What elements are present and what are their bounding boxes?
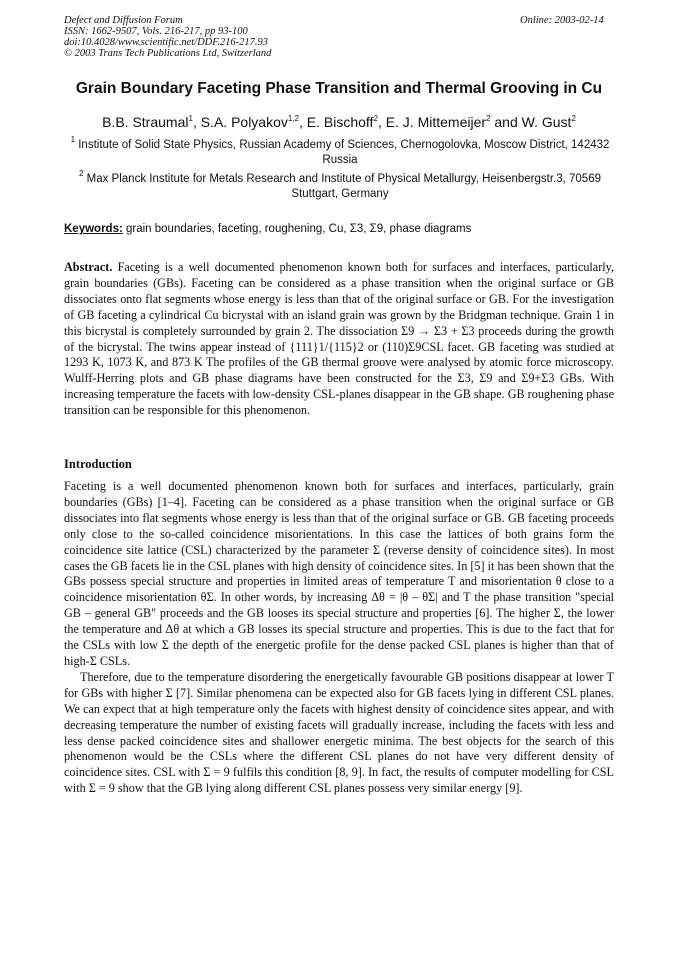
author-name: B.B. Straumal — [102, 114, 189, 130]
abstract-text: Faceting is a well documented phenomenon known both for surfaces and interfaces, particularly, grain boundaries (GBs). Faceting can be considered as a phase transition when the original surface or GB dissociates onto flat segments whose energy is less than that of the original surface or GB. For the investigation of GB faceting a cylindrical Cu bicrystal with an island grain was grown by the Bridgman technique. Grain 1 in this bicrystal is completely surrounded by grain 2. The dissociation Σ9 → Σ3 + Σ3 proceeds during the growth of the bicrystal. The twins appear instead of {111}1/{115}2 or (110)Σ9CSL facet. GB faceting was studied at 1293 K, 1073 K, and 873 K The profiles of the GB thermal groove were analysed by atomic force microscopy. Wulff-Herring plots and GB phase diagrams have been constructed for the Σ3, Σ9 and Σ9+Σ3 GBs. With increasing temperature the facets with low-density CSL-planes disappear in the GB shape. GB roughening phase transition can be responsible for this phenomenon. — [64, 260, 614, 418]
affiliation-mark: 2 — [78, 169, 84, 178]
author-separator: , — [377, 114, 386, 130]
author-separator: and — [490, 114, 522, 130]
author-name: E. J. Mittemeijer — [385, 114, 487, 130]
author-name: S.A. Polyakov — [200, 114, 288, 130]
introduction-body — [64, 479, 614, 797]
journal-header — [64, 15, 271, 59]
journal-name: Defect and Diffusion Forum — [64, 15, 183, 26]
paragraph: Faceting is a well documented phenomenon known both for surfaces and interfaces, particularly, grain boundaries (GBs) [1–4]. Faceting can be considered as a phase transition when the original surface or GB dissociates into flat segments whose energy is less than that of the original surface or GB. GB faceting proceeds only close to the so-called coincidence misorientations. In this case the lattices of both grains form the coincidence site lattice (CSL) characterized by the parameter Σ (reverse density of coincidence sites). In most cases the GB facets lie in the CSL planes with high density of coincidence sites. In [5] it has been shown that the GBs possess special structure and properties in limited areas of temperature T and misorientation θ close to a coincidence misorientation θΣ. In other words, by increasing Δθ = |θ – θΣ| and T the phase transition "special GB – general GB" proceeds and the GB looses its special structure and properties [6]. The higher Σ, the lower the temperature and Δθ at which a GB losses its special structure and properties. This is due to the fact that for the CSLs with low Σ the depth of the energetic profile for the dense packed CSL planes is higher than that of high-Σ CSLs. — [64, 479, 614, 668]
affiliation-2 — [60, 169, 620, 202]
author-list — [0, 114, 678, 130]
keywords-line — [64, 223, 471, 235]
paragraph: Therefore, due to the temperature disordering the energetically favourable GB positions disappear at lower T for GBs with higher Σ [7]. Similar phenomena can be expected also for GB facets lying in different CSL planes. We can expect that at high temperature only the facets with highest density of coincidence sites appear, and with decreasing temperature the number of existing facets will gradually increase, including the facets with less and less dense packed coincidence sites and shallower energetic minima. The best objects for the search of this phenomenon would be the CSLs where the different CSL planes do not have very different density of coincidence sites. CSL with Σ = 9 fulfils this condition [8, 9]. In fact, the results of computer modelling for CSL with Σ = 9 show that the GB lying along different CSL planes possess very similar energy [9]. — [64, 669, 614, 796]
author-affiliation-mark: 2 — [486, 114, 491, 123]
author-affiliation-mark: 1 — [188, 114, 193, 123]
affiliation-text: Institute of Solid State Physics, Russian Academy of Sciences, Chernogolovka, Moscow District, 142432 Russia — [78, 139, 610, 166]
author-affiliation-mark: 2 — [373, 114, 378, 123]
author-name: W. Gust — [521, 114, 572, 130]
keywords-label: Keywords: — [64, 223, 123, 235]
affiliation-text: Max Planck Institute for Metals Research and Institute of Physical Metallurgy, Heisenbergstr.3, 70569 Stuttgart, Germany — [86, 173, 601, 200]
affiliation-1 — [60, 135, 620, 168]
paper-title: Grain Boundary Faceting Phase Transition and Thermal Grooving in Cu — [75, 80, 603, 97]
online-date: Online: 2003-02-14 — [520, 15, 604, 26]
issn-line: ISSN: 1662-9507, Vols. 216-217, pp 93-100 — [64, 26, 248, 37]
author-name: E. Bischoff — [306, 114, 374, 130]
doi-line: doi:10.4028/www.scientific.net/DDF.216-217.93 — [64, 37, 269, 48]
author-affiliation-mark: 1,2 — [287, 114, 299, 123]
affiliation-mark: 1 — [70, 135, 76, 144]
copyright-line: © 2003 Trans Tech Publications Ltd, Switzerland — [64, 48, 272, 59]
section-heading-introduction: Introduction — [64, 457, 132, 471]
author-separator: , — [299, 114, 307, 130]
abstract — [64, 260, 614, 419]
keywords-text: grain boundaries, faceting, roughening, Cu, Σ3, Σ9, phase diagrams — [126, 223, 472, 235]
author-affiliation-mark: 2 — [571, 114, 576, 123]
author-separator: , — [192, 114, 201, 130]
abstract-label: Abstract. — [64, 260, 113, 274]
